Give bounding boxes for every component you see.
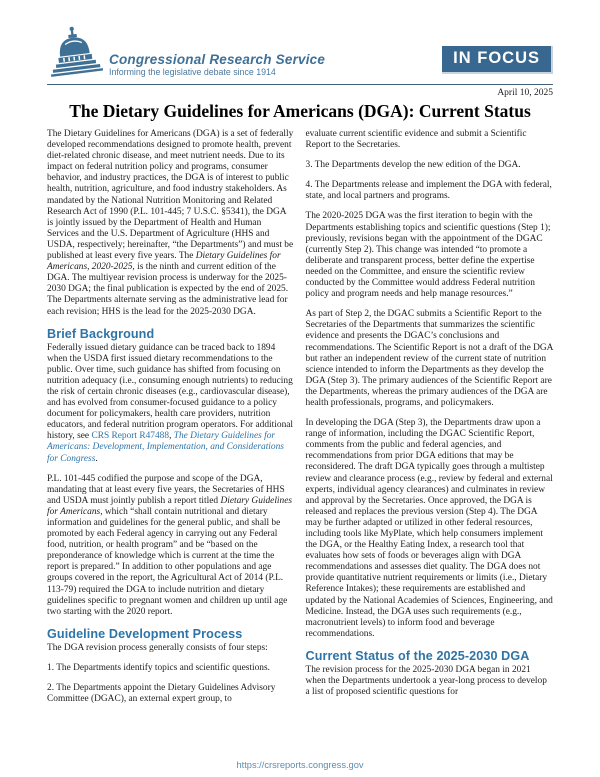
brand-text bbox=[109, 53, 325, 80]
org-name: Congressional Research Service bbox=[109, 52, 326, 67]
text-segment: P.L. 101-445 codified the purpose and scope of the DGA, mandating that at least every five years, the Secretaries of HHS and USDA must jointly publish a report titled bbox=[47, 473, 285, 506]
text-segment: In developing the DGA (Step 3), the Departments draw upon a range of information, including the DGAC Scientific Report, comments from the public and federal agencies, and recommendations from prior DGA editions that may be reconsidered. The draft DGA typically goes through a multistep review and clearance process (e.g., review by federal and external experts, individual agency clearances) and culminates in review and approval by the Secretaries. Once approved, the DGA is released and replaces the previous version (Step 4). The DGA may be further adapted or utilized in other federal resources, including tools like MyPlate, which help consumers implement the DGA, or the Healthy Eating Index, a research tool that evaluates how sets of foods or beverages align with DGA recommendations and assesses diet quality. The DGA does not provide quantitative nutrient requirements or limits (i.e., Dietary Reference Intakes); these requirements are established and updated by the National Academies of Sciences, Engineering, and Medicine. Instead, the DGA uses such requirements (e.g., macronutrient levels) to inform food and beverage recommendations. bbox=[305, 418, 553, 639]
crs-report-link[interactable]: The Dietary Guidelines for Americans: Development, Implementation, and Considerations for Congress bbox=[47, 431, 284, 464]
text-segment: Dietary Guidelines for Americans, 2020-2025 bbox=[47, 251, 281, 273]
text-segment: 3. The Departments develop the new edition of the DGA. bbox=[305, 160, 521, 171]
text-segment: Dietary Guidelines for Americans bbox=[47, 495, 293, 517]
body-paragraph bbox=[306, 211, 554, 300]
footer-url-link[interactable]: https://crsreports.congress.gov bbox=[236, 760, 364, 770]
body-paragraph bbox=[47, 643, 295, 654]
text-segment: The revision process for the 2025-2030 DGA began in 2021 when the Departments undertook a year-long process to develop a list of proposed scientific questions for bbox=[305, 664, 547, 698]
body-paragraph bbox=[47, 474, 295, 618]
body-paragraph bbox=[306, 418, 554, 640]
text-segment: , is the ninth and current edition of the DGA. The multiyear revision process is underway for the 2025-2030 DGA; the final publication is expected by the end of 2025. The Departments alternate serving as the administrative lead for each revision; HHS is the lead for the 2025-2030 DGA. bbox=[47, 262, 289, 317]
footer bbox=[0, 760, 600, 770]
text-segment: , bbox=[169, 431, 174, 442]
document-title: The Dietary Guidelines for Americans (DGA): Current Status bbox=[69, 101, 531, 121]
text-segment: 4. The Departments release and implement the DGA with federal, state, and local partners and programs. bbox=[305, 180, 552, 202]
body-paragraph bbox=[306, 309, 554, 409]
right-column bbox=[306, 129, 554, 714]
in-focus-badge: IN FOCUS bbox=[442, 46, 553, 74]
capitol-dome-icon bbox=[47, 24, 103, 80]
text-segment: As part of Step 2, the DGAC submits a Scientific Report to the Secretaries of the Departments that summarizes the scientific evidence and presents the DGAC’s conclusions and recommendations. The Scientific Report is not a draft of the DGA but rather an independent review of the current state of nutrition science intended to inform the Departments as they develop the DGA (Step 3). The primary audiences of the Scientific Report are the Departments, whereas the primary audiences of the DGA are health professionals, programs, and policymakers. bbox=[305, 309, 553, 408]
text-segment: , which “shall contain nutritional and dietary information and guidelines for the general public, and shall be promoted by each Federal agency in carrying out any Federal food, nutrition, or health program” and be “based on the preponderance of knowledge which is current at the time the report is prepared.” In addition to other populations and age groups covered in the report, the Agricultural Act of 2014 (P.L. 113-79) required the DGA to include nutrition and dietary guidelines specific to pregnant women and children up until age two starting with the 2020 report. bbox=[47, 506, 288, 617]
body-paragraph bbox=[47, 683, 295, 705]
text-segment: 1. The Departments identify topics and scientific questions. bbox=[47, 662, 270, 673]
text-segment: 2. The Departments appoint the Dietary Guidelines Advisory Committee (DGAC), an external expert group, to bbox=[47, 683, 276, 705]
body-paragraph bbox=[306, 665, 554, 698]
body-paragraph bbox=[47, 129, 295, 318]
body-paragraph bbox=[306, 160, 554, 171]
left-column bbox=[47, 129, 295, 714]
body-paragraph bbox=[47, 343, 295, 465]
header-rule bbox=[47, 84, 553, 85]
section-heading: Brief Background bbox=[47, 326, 155, 341]
section-heading: Current Status of the 2025-2030 DGA bbox=[305, 648, 530, 663]
text-segment: The Dietary Guidelines for Americans (DGA) is a set of federally developed recommendations designed to promote health, prevent diet-related chronic disease, and meet nutrient needs. Due to its impact on federal nutrition policy and programs, consumer behavior, and industry practices, the DGA is of interest to public health, nutrition, agriculture, and food industry stakeholders. As mandated by the National Nutrition Monitoring and Related Research Act of 1990 (P.L. 101-445; 7 U.S.C. §5341), the DGA is jointly issued by the Department of Health and Human Services and the U.S. Department of Agriculture (HHS and USDA, respectively; hereinafter, “the Departments”) and must be published at least every five years. The bbox=[47, 129, 294, 262]
masthead bbox=[47, 24, 553, 80]
text-segment: Federally issued dietary guidance can be traced back to 1894 when the USDA first issued dietary recommendations to the public. Over time, such guidance has shifted from focusing on nutrition adequacy (i.e., consuming enough nutrients) to reducing the risk of certain chronic diseases (e.g., cardiovascular disease), and has evolved from consumer-focused guidance to a policy document for policymakers, health care providers, nutrition educators, and federal nutrition program operators. For additional history, see bbox=[47, 342, 294, 442]
crs-brand bbox=[47, 24, 325, 80]
text-segment: The DGA revision process generally consists of four steps: bbox=[47, 642, 268, 653]
text-segment: . bbox=[95, 453, 98, 464]
text-segment: evaluate current scientific evidence and submit a Scientific Report to the Secretaries. bbox=[305, 129, 527, 151]
publication-date: April 10, 2025 bbox=[497, 88, 553, 98]
section-heading: Guideline Development Process bbox=[47, 626, 243, 641]
body-paragraph bbox=[306, 180, 554, 202]
text-segment: The 2020-2025 DGA was the first iteration to begin with the Departments establishing topics and scientific questions (Step 1); previously, revisions began with the appointment of the DGAC (currently Step 2). This change was intended “to promote a deliberate and transparent process, better define the expertise needed on the Committee, and ensure the scientific review conducted by the Committee would address Federal nutrition policy and program needs and help manage resources.” bbox=[305, 211, 551, 300]
body-paragraph bbox=[47, 663, 295, 674]
org-tagline: Informing the legislative debate since 1914 bbox=[109, 67, 276, 77]
body-paragraph bbox=[306, 129, 554, 151]
article-body bbox=[47, 129, 553, 714]
crs-report-link[interactable]: CRS Report R47488 bbox=[91, 431, 170, 442]
